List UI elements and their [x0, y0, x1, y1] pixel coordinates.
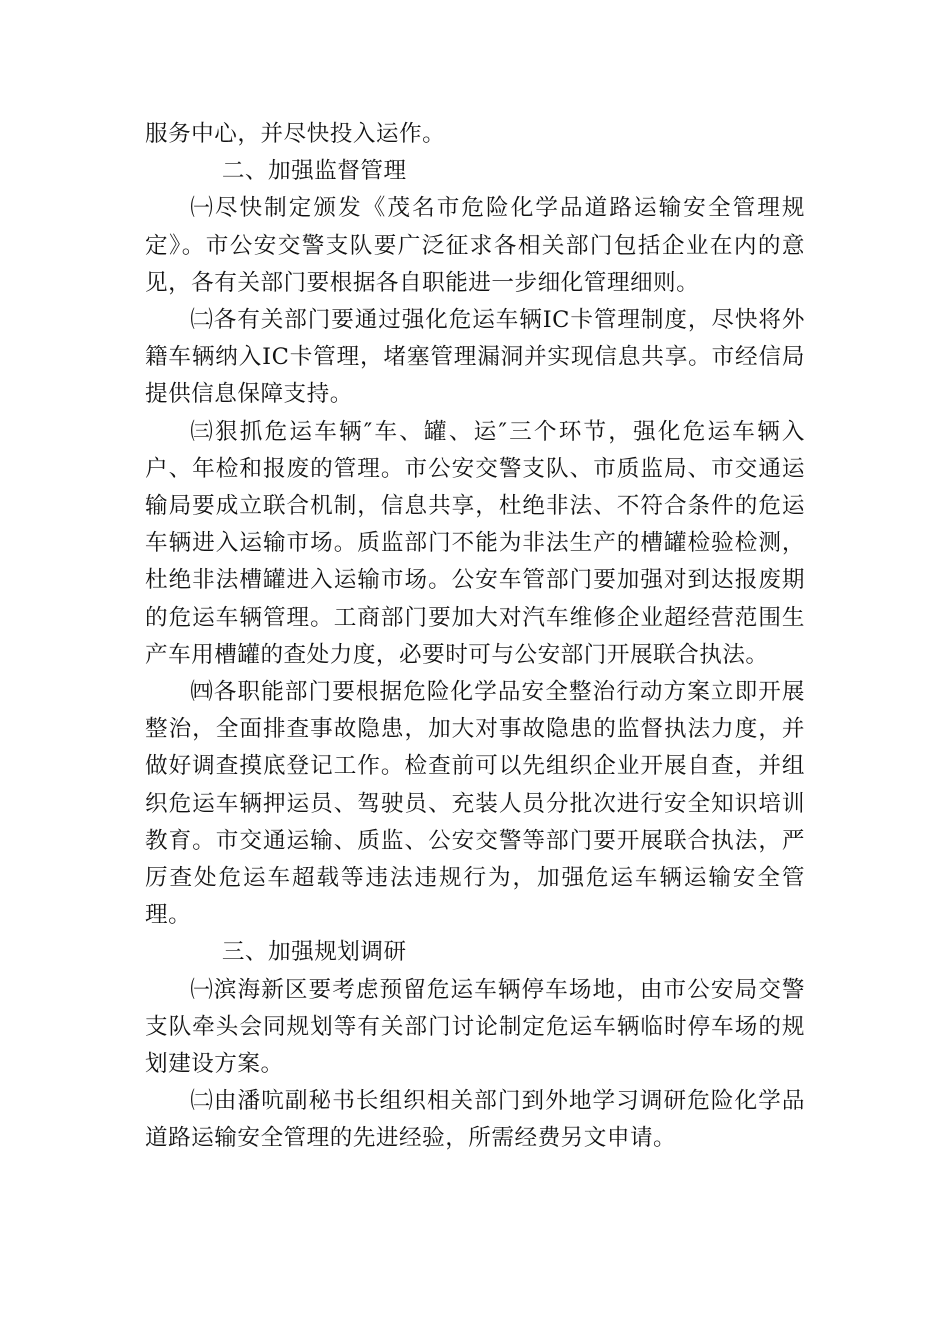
paragraph-item-2-3: ㈢狠抓危运车辆″车、罐、运″三个环节，强化危运车辆入户、年检和报废的管理。市公安交警支队、市质监局、市交通运输局要成立联合机制，信息共享，杜绝非法、不符合条件的危运车辆进入运输市场。质监部门不能为非法生产的槽罐检验检测，杜绝非法槽罐进入运输市场。公安车管部门要加强对到达报废期的危运车辆管理。工商部门要加大对汽车维修企业超经营范围生产车用槽罐的查处力度，必要时可与公安部门开展联合执法。 [145, 418, 805, 668]
paragraph-item-2-1: ㈠尽快制定颁发《茂名市危险化学品道路运输安全管理规定》。市公安交警支队要广泛征求各相关部门包括企业在内的意见，各有关部门要根据各自职能进一步细化管理细则。 [145, 195, 805, 296]
document-page [145, 116, 805, 1158]
section-heading-2: 二、加强监督管理 [221, 158, 407, 185]
paragraph-item-2-4: ㈣各职能部门要根据危险化学品安全整治行动方案立即开展整治，全面排查事故隐患，加大对事故隐患的监督执法力度，并做好调查摸底登记工作。检查前可以先组织企业开展自查，并组织危运车辆押运员、驾驶员、充装人员分批次进行安全知识培训教育。市交通运输、质监、公安交警等部门要开展联合执法，严厉查处危运车超载等违法违规行为，加强危运车辆运输安全管理。 [145, 679, 805, 929]
paragraph-continuation: 服务中心，并尽快投入运作。 [145, 121, 446, 147]
paragraph-item-3-1: ㈠滨海新区要考虑预留危运车辆停车场地，由市公安局交警支队牵头会同规划等有关部门讨论制定危运车辆临时停车场的规划建设方案。 [145, 976, 805, 1078]
paragraph-item-2-2: ㈡各有关部门要通过强化危运车辆IC卡管理制度，尽快将外籍车辆纳入IC卡管理，堵塞管理漏洞并实现信息共享。市经信局提供信息保障支持。 [145, 307, 805, 408]
paragraph-item-3-2: ㈡由潘吭副秘书长组织相关部门到外地学习调研危险化学品道路运输安全管理的先进经验，所需经费另文申请。 [145, 1088, 805, 1152]
section-heading-3: 三、加强规划调研 [221, 939, 407, 966]
